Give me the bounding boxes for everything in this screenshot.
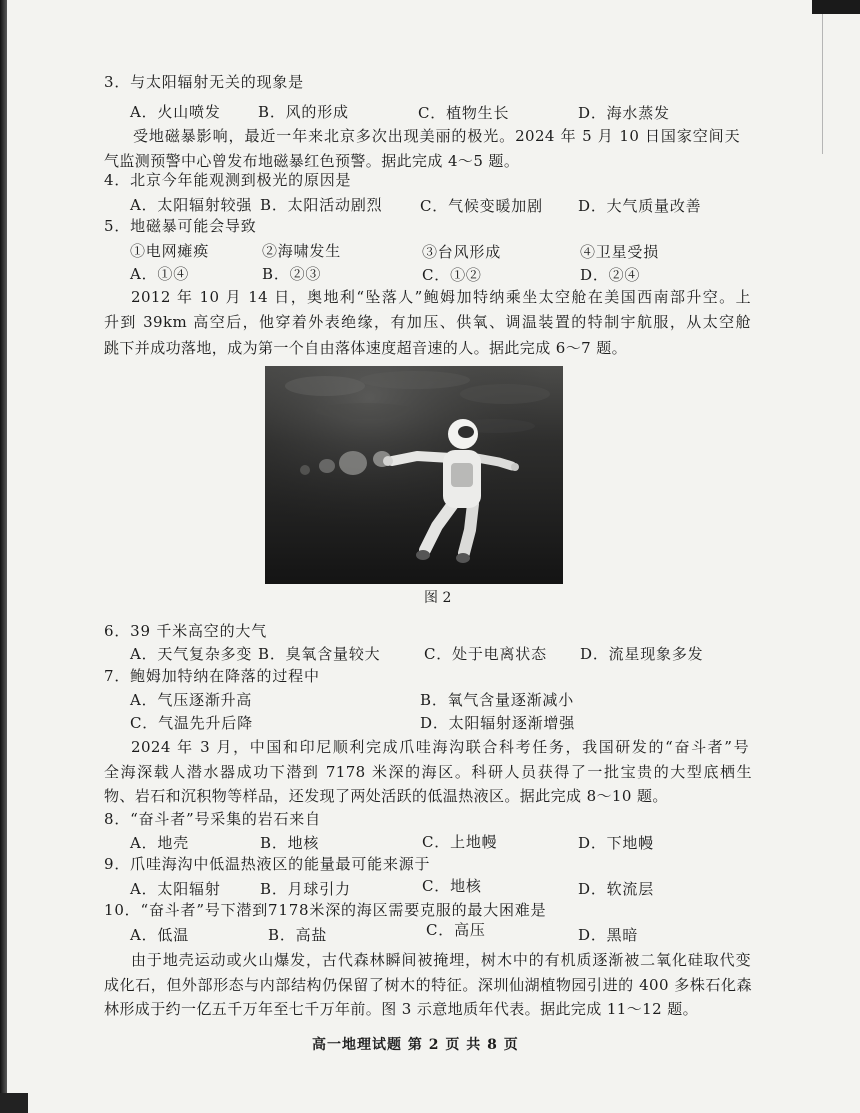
scan-fold-line: [822, 14, 823, 154]
question-5-option-b: B．②③: [262, 265, 322, 283]
question-3-option-b: B．风的形成: [258, 103, 349, 121]
question-10-option-b: B．高盐: [268, 926, 328, 944]
question-9-option-b: B．月球引力: [260, 880, 351, 898]
passage-4-5-line-1: 受地磁暴影响，最近一年来北京多次出现美丽的极光。2024 年 5 月 10 日国家空间天: [133, 127, 740, 145]
question-5-option-d: D．②④: [580, 266, 641, 284]
question-3-stem: 3．与太阳辐射无关的现象是: [104, 73, 304, 91]
question-5-item-4: ④卫星受损: [580, 243, 660, 261]
question-7-option-b: B．氧气含量逐渐减小: [420, 691, 575, 709]
question-5-item-1: ①电网瘫痪: [130, 242, 210, 260]
passage-6-7-line-3: 跳下并成功落地，成为第一个自由落体速度超音速的人。据此完成 6～7 题。: [104, 339, 628, 357]
question-8-option-a: A．地壳: [130, 834, 190, 852]
passage-8-10-line-3: 物、岩石和沉积物等样品，还发现了两处活跃的低温热液区。据此完成 8～10 题。: [104, 787, 668, 805]
passage-8-10-line-1: 2024 年 3 月，中国和印尼顺利完成爪哇海沟联合科考任务，我国研发的“奋斗者”号: [131, 738, 749, 756]
figure-2-photo: [265, 366, 563, 584]
astronaut-left-glove: [383, 456, 393, 466]
question-3-option-c: C．植物生长: [418, 104, 510, 122]
question-3-option-d: D．海水蒸发: [578, 104, 670, 122]
astronaut-right-glove: [511, 463, 519, 471]
question-10-option-d: D．黑暗: [578, 926, 639, 944]
passage-6-7-line-1: 2012 年 10 月 14 日，奥地利“坠落人”鲍姆加特纳乘坐太空舱在美国西南部升空。上: [131, 288, 751, 306]
question-10-option-a: A．低温: [130, 926, 190, 944]
question-8-stem: 8．“奋斗者”号采集的岩石来自: [104, 810, 321, 828]
question-4-option-d: D．大气质量改善: [578, 197, 702, 215]
question-5-option-c: C．①②: [422, 266, 482, 284]
scan-edge-top-right: [812, 0, 860, 14]
question-4-option-b: B．太阳活动剧烈: [260, 196, 383, 214]
question-8-option-d: D．下地幔: [578, 834, 655, 852]
question-10-stem: 10．“奋斗者”号下潜到7178米深的海区需要克服的最大困难是: [104, 901, 547, 919]
skydiver-photo-illustration: [265, 366, 563, 584]
question-9-stem: 9．爪哇海沟中低温热液区的能量最可能来源于: [104, 855, 431, 873]
question-9-option-a: A．太阳辐射: [130, 880, 221, 898]
question-3-option-a: A．火山喷发: [130, 103, 221, 121]
question-5-item-2: ②海啸发生: [262, 242, 342, 260]
astronaut-visor: [458, 426, 474, 438]
question-6-option-a: A．天气复杂多变: [130, 645, 253, 663]
astronaut-chest-pack: [451, 463, 473, 487]
question-7-option-c: C．气温先升后降: [130, 714, 253, 732]
question-10-option-c: C．高压: [426, 921, 486, 939]
passage-8-10-line-2: 全海深载人潜水器成功下潜到 7178 米深的海区。科研人员获得了一批宝贵的大型底栖生: [104, 763, 752, 781]
figure-2-caption: 图 2: [424, 590, 452, 606]
question-9-option-d: D．软流层: [578, 880, 655, 898]
astronaut-left-boot: [416, 550, 430, 560]
question-8-option-b: B．地核: [260, 834, 320, 852]
question-4-option-a: A．太阳辐射较强: [130, 196, 253, 214]
question-5-option-a: A．①④: [130, 265, 190, 283]
question-4-stem: 4．北京今年能观测到极光的原因是: [104, 171, 352, 189]
passage-4-5-line-2: 气监测预警中心曾发布地磁暴红色预警。据此完成 4～5 题。: [104, 152, 520, 170]
question-7-option-a: A．气压逐渐升高: [130, 691, 253, 709]
scan-edge-left: [0, 0, 7, 1113]
question-6-option-d: D．流星现象多发: [580, 645, 704, 663]
question-7-stem: 7．鲍姆加特纳在降落的过程中: [104, 667, 320, 685]
scan-edge-bottom-left: [0, 1093, 28, 1113]
passage-11-12-line-3: 林形成于约一亿五千万年至七千万年前。图 3 示意地质年代表。据此完成 11～12 题。: [104, 1000, 698, 1018]
question-5-item-3: ③台风形成: [422, 243, 502, 261]
page-footer: 高一地理试题 第 2 页 共 8 页: [312, 1037, 519, 1053]
question-7-option-d: D．太阳辐射逐渐增强: [420, 714, 576, 732]
question-6-option-b: B．臭氧含量较大: [258, 645, 381, 663]
astronaut-right-boot: [456, 553, 470, 563]
question-8-option-c: C．上地幔: [422, 833, 498, 851]
question-9-option-c: C．地核: [422, 877, 482, 895]
passage-6-7-line-2: 升到 39km 高空后，他穿着外表绝缘，有加压、供氧、调温装置的特制宇航服，从太空舱: [104, 313, 751, 331]
question-4-option-c: C．气候变暖加剧: [420, 197, 543, 215]
question-6-option-c: C．处于电离状态: [424, 645, 547, 663]
question-6-stem: 6．39 千米高空的大气: [104, 622, 267, 640]
passage-11-12-line-1: 由于地壳运动或火山爆发，古代森林瞬间被掩埋，树木中的有机质逐渐被二氧化硅取代变: [131, 951, 751, 969]
passage-11-12-line-2: 成化石，但外部形态与内部结构仍保留了树木的特征。深圳仙湖植物园引进的 400 多株石化森: [104, 976, 752, 994]
question-5-stem: 5．地磁暴可能会导致: [104, 217, 257, 235]
astronaut-left-arm: [392, 456, 451, 461]
